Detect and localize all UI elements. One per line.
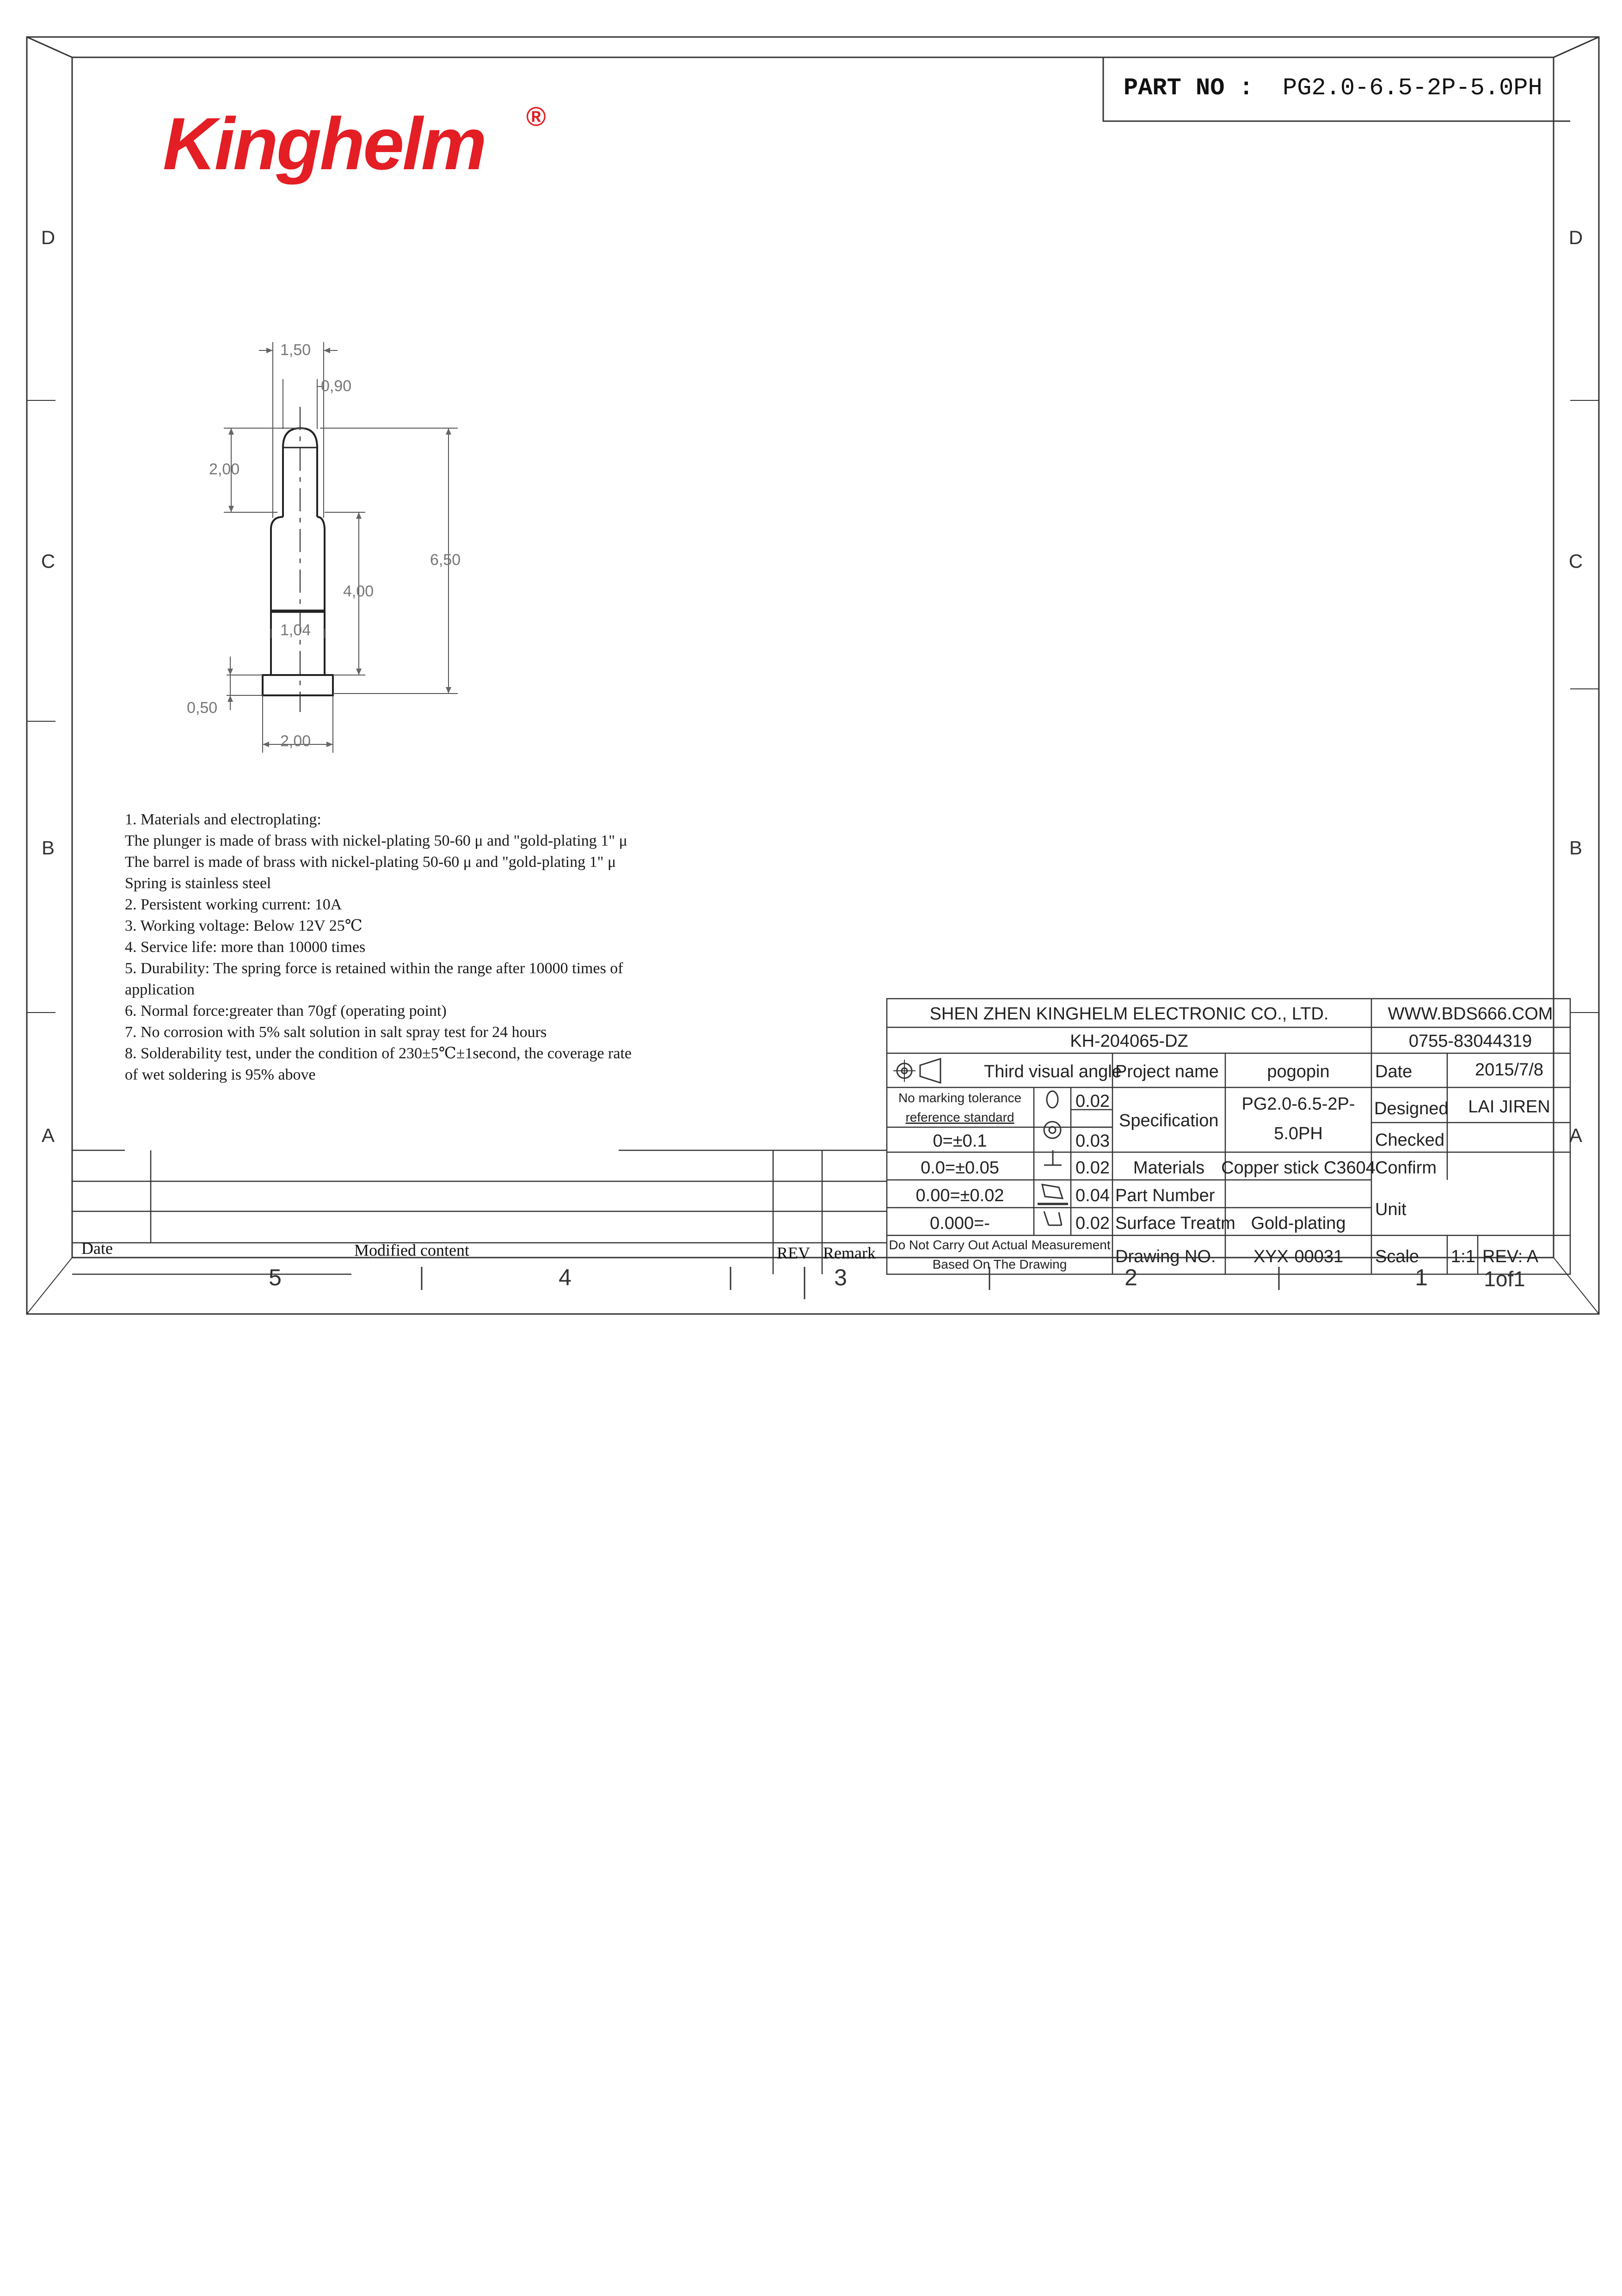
confirm-label: Confirm (1375, 1158, 1437, 1178)
surface-treatment-label: Surface Treatm (1115, 1214, 1235, 1233)
tolerance-row-1: 0=±0.1 (933, 1131, 987, 1151)
tolerance-row-4: 0.000=- (930, 1214, 990, 1233)
checked-label: Checked (1375, 1130, 1444, 1150)
part-number: PG2.0-6.5-2P-5.0PH (1283, 74, 1542, 102)
tolerance-row-2: 0.0=±0.05 (921, 1158, 999, 1178)
measurement-note-line-1: Do Not Carry Out Actual Measurement (889, 1238, 1111, 1252)
note-line: 4. Service life: more than 10000 times (125, 939, 366, 956)
surface-treatment: Gold-plating (1251, 1214, 1346, 1233)
third-angle-projection-icon (893, 1059, 940, 1083)
note-line: 2. Persistent working current: 10A (125, 896, 342, 913)
zone-letter-a-left: A (41, 1124, 55, 1146)
scale-label: Scale (1375, 1247, 1419, 1266)
roundness-icon (1047, 1091, 1058, 1108)
tolerance-row-3: 0.00=±0.02 (915, 1186, 1004, 1205)
dim-barrel-length: 4,00 (343, 583, 374, 600)
materials-label: Materials (1133, 1158, 1205, 1178)
registered-mark: ® (526, 102, 546, 132)
dim-barrel-diameter: 1,04 (280, 621, 311, 639)
note-line: The barrel is made of brass with nickel-plating 50-60 μ and "gold-plating 1" μ (125, 853, 616, 871)
dim-flange-diameter: 2,00 (280, 732, 311, 750)
zone-letter-b-left: B (41, 837, 55, 859)
zone-letter-d-right: D (1568, 227, 1583, 248)
gdt-value-2: 0.03 (1075, 1131, 1110, 1151)
zone-letter-c-left: C (41, 550, 55, 572)
project-name: pogopin (1267, 1062, 1330, 1081)
drawing-date: 2015/7/8 (1475, 1060, 1543, 1080)
revision-rev-header: REV (777, 1244, 810, 1262)
part-number-label-tb: Part Number (1115, 1186, 1215, 1205)
dim-total-length: 6,50 (430, 551, 461, 569)
zone-letter-c-right: C (1568, 550, 1583, 572)
concentricity-icon (1044, 1122, 1061, 1138)
visual-angle: Third visual angle (984, 1062, 1122, 1081)
note-line: 3. Working voltage: Below 12V 25℃ (125, 917, 362, 934)
zone-letter-a-right: A (1569, 1124, 1583, 1146)
gdt-value-5: 0.02 (1075, 1214, 1110, 1233)
project-name-label: Project name (1115, 1062, 1219, 1081)
unit-label: Unit (1375, 1200, 1407, 1219)
kinghelm-logo: Kinghelm (163, 102, 485, 185)
gdt-value-4: 0.04 (1075, 1186, 1110, 1205)
dim-flange-thickness: 0,50 (187, 699, 218, 717)
zone-number-1: 1 (1415, 1265, 1428, 1290)
zone-letter-d-left: D (41, 227, 55, 248)
tolerance-note-line-1: No marking tolerance (898, 1091, 1022, 1105)
revision-remark-header: Remark (823, 1244, 876, 1262)
zone-number-4: 4 (559, 1265, 571, 1290)
technical-notes (125, 809, 633, 1086)
company-website: WWW.BDS666.COM (1388, 1004, 1553, 1024)
date-label: Date (1375, 1062, 1413, 1081)
designer-name: LAI JIREN (1468, 1097, 1550, 1117)
company-name: SHEN ZHEN KINGHELM ELECTRONIC CO., LTD. (929, 1004, 1329, 1024)
materials: Copper stick C3604 (1221, 1158, 1376, 1178)
revision-date-header: Date (81, 1239, 113, 1258)
gdt-value-3: 0.02 (1075, 1158, 1110, 1178)
dim-plunger-length: 2,00 (209, 460, 240, 478)
tolerance-note-line-2: reference standard (905, 1110, 1014, 1124)
zone-letter-b-right: B (1569, 837, 1583, 859)
zone-number-5: 5 (269, 1265, 282, 1290)
note-line: The plunger is made of brass with nickel-plating 50-60 μ and "gold-plating 1" μ (125, 832, 627, 849)
parallelism-icon (1044, 1211, 1062, 1225)
company-phone: 0755-83044319 (1408, 1031, 1532, 1051)
specification-line-1: PG2.0-6.5-2P- (1241, 1094, 1355, 1114)
document-code: KH-204065-DZ (1070, 1031, 1188, 1051)
revision-value: REV: A (1482, 1247, 1539, 1266)
note-line: 7. No corrosion with 5% salt solution in salt spray test for 24 hours (125, 1024, 547, 1041)
dim-tip-inner: 0,90 (321, 377, 352, 395)
designed-label: Designed (1374, 1099, 1449, 1118)
specification-label: Specification (1119, 1111, 1219, 1130)
sheet-count: 1of1 (1484, 1267, 1525, 1291)
part-number-label: PART NO : (1124, 74, 1253, 102)
specification-line-2: 5.0PH (1274, 1124, 1323, 1143)
flatness-icon (1042, 1185, 1063, 1198)
zone-number-3: 3 (834, 1265, 847, 1290)
drawing-number-label: Drawing NO. (1115, 1247, 1216, 1266)
note-line: Spring is stainless steel (125, 875, 271, 892)
revision-modified-header: Modified content (354, 1241, 469, 1259)
scale-value: 1:1 (1451, 1247, 1475, 1266)
zone-number-2: 2 (1124, 1265, 1137, 1290)
measurement-note-line-2: Based On The Drawing (932, 1257, 1067, 1271)
note-line: 5. Durability: The spring force is retained within the range after 10000 times of application (125, 960, 623, 998)
note-line: 1. Materials and electroplating: (125, 811, 321, 828)
drawing-number: XYX-00031 (1253, 1247, 1344, 1266)
note-line: 6. Normal force:greater than 70gf (operating point) (125, 1002, 447, 1019)
gdt-value-1: 0.02 (1075, 1092, 1110, 1111)
note-line: 8. Solderability test, under the condition of 230±5℃±1second, the coverage rate of wet soldering is 95% above (125, 1045, 632, 1083)
dim-tip-width: 1,50 (280, 341, 311, 359)
